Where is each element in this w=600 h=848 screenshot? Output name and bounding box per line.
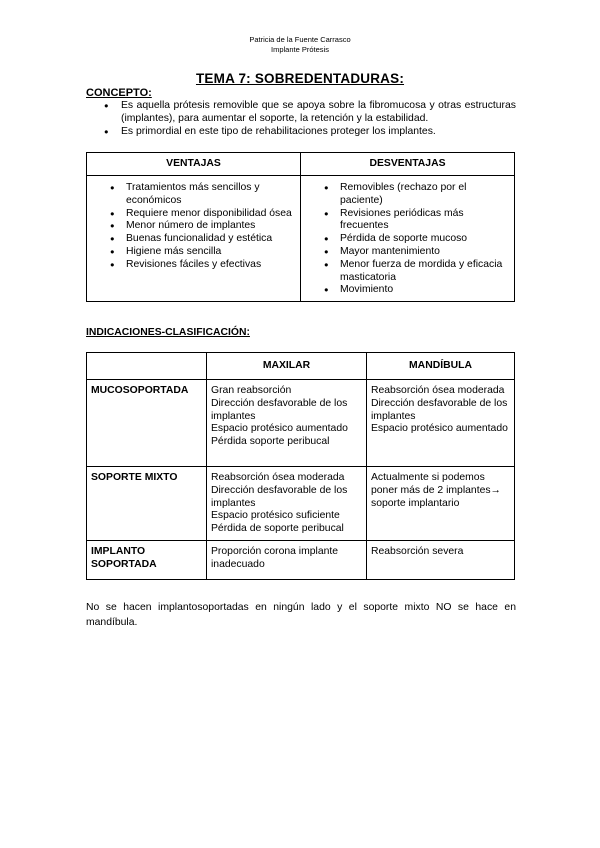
table-row bbox=[87, 540, 515, 579]
cell-line: Espacio protésico suficiente bbox=[211, 510, 340, 522]
concepto-bullet: ● Es aquella prótesis removible que se apoya sobre la fibromucosa y otras estructuras (implantes), para aumentar el soporte, la retención y la estabilidad. bbox=[86, 100, 516, 126]
row-label: SOPORTE MIXTO bbox=[87, 467, 207, 541]
desventaja-item: ● Menor fuerza de mordida y eficacia masticatoria bbox=[307, 259, 508, 285]
desventaja-item: ● Revisiones periódicas más frecuentes bbox=[307, 208, 508, 234]
cell-line: Dirección desfavorable de los implantes bbox=[371, 397, 508, 422]
cell-line: Dirección desfavorable de los implantes bbox=[211, 397, 348, 422]
cell-line: Reabsorción severa bbox=[371, 545, 464, 557]
corner-header bbox=[87, 353, 207, 380]
cell-line: Pérdida de soporte peribucal bbox=[211, 523, 344, 535]
concepto-heading: CONCEPTO: bbox=[86, 87, 152, 99]
desventaja-item: ● Pérdida de soporte mucoso bbox=[307, 233, 508, 246]
indicaciones-table bbox=[86, 352, 515, 580]
maxilar-cell bbox=[207, 380, 367, 467]
ventaja-item: ● Higiene más sencilla bbox=[93, 246, 294, 259]
desventaja-item: ● Removibles (rechazo por el paciente) bbox=[307, 182, 508, 208]
table-row bbox=[87, 380, 515, 467]
maxilar-cell bbox=[207, 467, 367, 541]
row-label: MUCOSOPORTADA bbox=[87, 380, 207, 467]
cell-line: Espacio protésico aumentado bbox=[371, 423, 508, 435]
document-title: TEMA 7: SOBREDENTADURAS: bbox=[195, 71, 405, 86]
desventajas-header: DESVENTAJAS bbox=[301, 153, 515, 176]
desventajas-list bbox=[307, 182, 508, 297]
mandibula-cell bbox=[367, 540, 515, 579]
maxilar-header: MAXILAR bbox=[207, 353, 367, 380]
concepto-list bbox=[86, 100, 516, 138]
ventajas-cell bbox=[87, 176, 301, 302]
mandibula-header: MANDÍBULA bbox=[367, 353, 515, 380]
mandibula-cell bbox=[367, 380, 515, 467]
ventajas-desventajas-table bbox=[86, 152, 515, 302]
table-row bbox=[87, 467, 515, 541]
indicaciones-heading: INDICACIONES-CLASIFICACIÓN: bbox=[86, 327, 250, 338]
ventajas-header: VENTAJAS bbox=[87, 153, 301, 176]
cell-line: Actualmente si podemos poner más de 2 implantes→ soporte implantario bbox=[371, 472, 501, 509]
cell-line: Proporción corona implante inadecuado bbox=[211, 545, 339, 570]
cell-line: Reabsorción ósea moderada bbox=[371, 385, 505, 396]
cell-line: Reabsorción ósea moderada bbox=[211, 472, 345, 483]
cell-line: Dirección desfavorable de los implantes bbox=[211, 484, 348, 509]
cell-line: Pérdida soporte peribucal bbox=[211, 436, 330, 448]
ventaja-item: ● Buenas funcionalidad y estética bbox=[93, 233, 294, 246]
desventaja-item: ● Mayor mantenimiento bbox=[307, 246, 508, 259]
ventaja-item: ● Tratamientos más sencillos y económicos bbox=[93, 182, 294, 208]
ventajas-list bbox=[93, 182, 294, 272]
cell-line: Gran reabsorción bbox=[211, 385, 292, 396]
ventaja-item: ● Requiere menor disponibilidad ósea bbox=[93, 208, 294, 221]
desventaja-item: ● Movimiento bbox=[307, 284, 508, 297]
ventaja-item: ● Menor número de implantes bbox=[93, 220, 294, 233]
maxilar-cell bbox=[207, 540, 367, 579]
desventajas-cell bbox=[301, 176, 515, 302]
concepto-bullet: ● Es primordial en este tipo de rehabilitaciones proteger los implantes. bbox=[86, 126, 516, 139]
ventaja-item: ● Revisiones fáciles y efectivas bbox=[93, 259, 294, 272]
row-label: IMPLANTO SOPORTADA bbox=[87, 540, 207, 579]
header-subject: Implante Prótesis bbox=[271, 44, 329, 54]
mandibula-cell bbox=[367, 467, 515, 541]
cell-line: Espacio protésico aumentado bbox=[211, 423, 348, 435]
page-header bbox=[0, 35, 600, 54]
header-author: Patricia de la Fuente Carrasco bbox=[249, 35, 351, 44]
footnote: No se hacen implantosoportadas en ningún lado y el soporte mixto NO se hace en mandíbula. bbox=[86, 602, 516, 628]
